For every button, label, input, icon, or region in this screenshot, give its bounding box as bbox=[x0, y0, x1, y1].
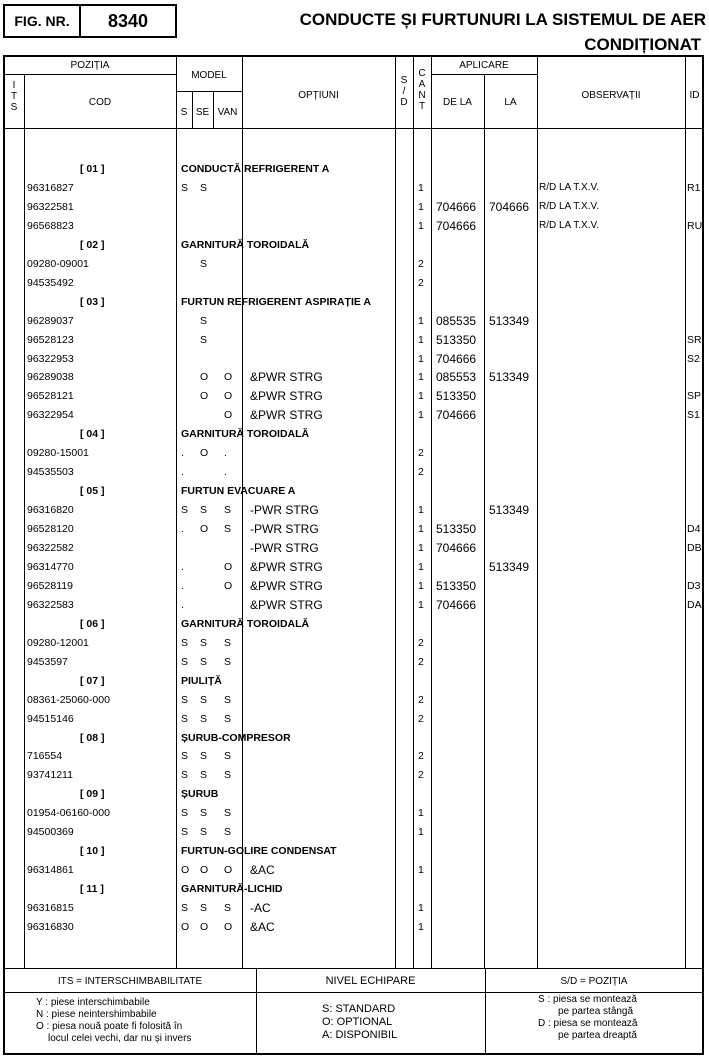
model-s-value: O bbox=[181, 921, 190, 933]
model-s-value: S bbox=[181, 902, 189, 915]
col-line-cant bbox=[431, 56, 432, 968]
model-se-value: S bbox=[200, 636, 208, 649]
from-value: 704666 bbox=[436, 351, 477, 366]
quantity-value: 1 bbox=[418, 864, 424, 877]
model-s-value: S bbox=[181, 693, 189, 706]
section-title: ȘURUB-COMPRESOR bbox=[181, 731, 291, 744]
part-code: 94515146 bbox=[27, 712, 74, 725]
header-sd: S / D bbox=[400, 75, 408, 108]
to-value: 704666 bbox=[489, 199, 530, 214]
model-s-value: S bbox=[181, 504, 189, 517]
model-se-value: S bbox=[200, 750, 208, 763]
to-value: 513349 bbox=[489, 313, 530, 328]
part-code: 9453597 bbox=[27, 655, 68, 668]
section-position: [ 04 ] bbox=[80, 428, 105, 441]
legend-sd-s1: S : piesa se montează bbox=[538, 994, 637, 1005]
model-s-value: . bbox=[181, 447, 184, 460]
model-s-value: S bbox=[181, 712, 189, 725]
quantity-value: 1 bbox=[418, 921, 424, 933]
model-s-value: . bbox=[181, 579, 184, 592]
model-se-value: O bbox=[200, 447, 209, 460]
part-code: 09280-15001 bbox=[27, 447, 89, 460]
header-model: MODEL bbox=[191, 70, 227, 81]
id-value: SR bbox=[687, 333, 702, 346]
from-value: 085535 bbox=[436, 313, 477, 328]
section-position: [ 07 ] bbox=[80, 674, 105, 687]
model-se-value: S bbox=[200, 712, 208, 725]
model-s-value: S bbox=[181, 655, 189, 668]
quantity-value: 1 bbox=[418, 542, 424, 554]
part-code: 96316827 bbox=[27, 181, 74, 194]
part-code: 96528123 bbox=[27, 333, 74, 346]
page-title-line1: CONDUCTE ȘI FURTUNURI LA SISTEMUL DE AER bbox=[299, 10, 706, 29]
legend-sd-title: S/D = POZIȚIA bbox=[560, 976, 628, 987]
model-van-value: . bbox=[224, 447, 227, 460]
col-line-sd bbox=[413, 56, 414, 968]
header-model-van: VAN bbox=[217, 107, 238, 118]
header-de-la: DE LA bbox=[443, 97, 472, 108]
quantity-value: 1 bbox=[418, 902, 424, 915]
id-value: S2 bbox=[687, 352, 700, 365]
fig-number: 8340 bbox=[81, 4, 177, 38]
quantity-value: 2 bbox=[418, 750, 424, 763]
quantity-value: 1 bbox=[418, 352, 424, 365]
header-cant: C A N T bbox=[418, 68, 426, 112]
model-se-value: S bbox=[200, 769, 208, 782]
option-value: -AC bbox=[250, 901, 271, 916]
model-se-value: O bbox=[200, 390, 209, 403]
legend-sd-d1: D : piesa se montează bbox=[538, 1018, 638, 1029]
col-line-model bbox=[242, 56, 243, 968]
quantity-value: 1 bbox=[418, 314, 424, 327]
quantity-value: 1 bbox=[418, 807, 424, 820]
quantity-value: 1 bbox=[418, 579, 424, 592]
section-title: FURTUN-GOLIRE CONDENSAT bbox=[181, 845, 337, 858]
quantity-value: 2 bbox=[418, 693, 424, 706]
legend-its-o1: O : piesa nouă poate fi folosită în bbox=[36, 1021, 183, 1032]
quantity-value: 1 bbox=[418, 598, 424, 611]
from-value: 704666 bbox=[436, 541, 477, 555]
part-code: 96322582 bbox=[27, 542, 74, 554]
quantity-value: 2 bbox=[418, 276, 424, 289]
model-se-value: O bbox=[200, 523, 209, 536]
model-van-value: O bbox=[224, 921, 233, 933]
part-code: 09280-09001 bbox=[27, 257, 89, 270]
part-code: 96316815 bbox=[27, 902, 74, 915]
model-van-value: S bbox=[224, 636, 232, 649]
id-value: DA bbox=[687, 598, 702, 611]
model-van-value: O bbox=[224, 390, 233, 403]
part-code: 96316820 bbox=[27, 504, 74, 517]
model-van-value: O bbox=[224, 579, 233, 592]
id-value: RU bbox=[687, 219, 703, 232]
to-value: 513349 bbox=[489, 559, 530, 574]
from-value: 085553 bbox=[436, 370, 477, 385]
section-title: GARNITURĂ-LICHID bbox=[181, 883, 283, 896]
model-van-value: S bbox=[224, 523, 232, 536]
observation-value: R/D LA T.X.V. bbox=[539, 181, 600, 193]
model-s-value: S bbox=[181, 807, 189, 820]
from-value: 704666 bbox=[436, 597, 477, 612]
legend-its-title: ITS = INTERSCHIMBABILITATE bbox=[57, 976, 203, 987]
quantity-value: 1 bbox=[418, 504, 424, 517]
part-code: 94500369 bbox=[27, 826, 74, 839]
part-code: 96289038 bbox=[27, 371, 74, 384]
quantity-value: 2 bbox=[418, 447, 424, 460]
section-position: [ 08 ] bbox=[80, 731, 105, 744]
header-divider-model bbox=[176, 91, 242, 92]
model-van-value: S bbox=[224, 712, 232, 725]
legend-its-n: N : piese neintershimbabile bbox=[36, 1009, 157, 1020]
from-value: 704666 bbox=[436, 218, 477, 233]
part-code: 96314861 bbox=[27, 864, 74, 877]
id-value: D3 bbox=[687, 579, 701, 592]
legend-nivel-a: A: DISPONIBIL bbox=[322, 1029, 398, 1041]
col-line-cod bbox=[176, 56, 177, 968]
part-code: 01954-06160-000 bbox=[27, 807, 110, 820]
legend-its-y: Y : piese interschimbabile bbox=[36, 997, 150, 1008]
from-value: 704666 bbox=[436, 408, 477, 423]
model-van-value: S bbox=[224, 504, 232, 517]
model-se-value: S bbox=[200, 181, 208, 194]
table-bottom-line bbox=[4, 968, 703, 969]
page-title-line2: CONDIȚIONAT bbox=[584, 35, 701, 54]
section-title: CONDUCTĂ REFRIGERENT A bbox=[181, 163, 330, 175]
quantity-value: 1 bbox=[418, 371, 424, 384]
option-value: -PWR STRG bbox=[250, 541, 319, 555]
model-se-value: S bbox=[200, 693, 208, 706]
option-value: &PWR STRG bbox=[250, 408, 323, 423]
option-value: &AC bbox=[250, 920, 275, 934]
part-code: 09280-12001 bbox=[27, 636, 89, 649]
model-se-value: O bbox=[200, 864, 209, 877]
model-van-value: S bbox=[224, 902, 232, 915]
model-s-value: . bbox=[181, 560, 184, 573]
col-line-observatii bbox=[685, 56, 686, 968]
part-code: 96322954 bbox=[27, 409, 74, 422]
part-code: 716554 bbox=[27, 750, 63, 763]
model-s-value: S bbox=[181, 826, 189, 839]
part-code: 96528120 bbox=[27, 523, 74, 536]
quantity-value: 2 bbox=[418, 257, 424, 270]
part-code: 96289037 bbox=[27, 314, 74, 327]
section-position: [ 09 ] bbox=[80, 788, 105, 801]
option-value: &PWR STRG bbox=[250, 370, 323, 385]
legend-nivel-o: O: OPTIONAL bbox=[322, 1016, 393, 1028]
model-s-value: S bbox=[181, 636, 189, 649]
quantity-value: 1 bbox=[418, 219, 424, 232]
section-title: FURTUN EVACUARE A bbox=[181, 485, 296, 498]
part-code: 96322581 bbox=[27, 200, 74, 213]
quantity-value: 2 bbox=[418, 636, 424, 649]
header-observatii: OBSERVAȚII bbox=[581, 90, 641, 101]
model-s-value: S bbox=[181, 750, 189, 763]
id-value: SP bbox=[687, 390, 702, 403]
section-title: ȘURUB bbox=[181, 788, 219, 801]
section-position: [ 05 ] bbox=[80, 485, 105, 498]
section-title: FURTUN REFRIGERENT ASPIRAȚIE A bbox=[181, 295, 371, 308]
model-s-value: S bbox=[181, 181, 189, 194]
model-van-value: . bbox=[224, 466, 227, 479]
model-se-value: S bbox=[200, 807, 208, 820]
quantity-value: 1 bbox=[418, 181, 424, 194]
header-pozitia: POZIȚIA bbox=[70, 60, 110, 71]
model-s-value: S bbox=[181, 769, 189, 782]
model-se-value: S bbox=[200, 902, 208, 915]
option-value: &PWR STRG bbox=[250, 597, 323, 612]
model-van-value: S bbox=[224, 769, 232, 782]
header-optiuni: OPȚIUNI bbox=[298, 90, 339, 101]
from-value: 513350 bbox=[436, 389, 477, 404]
option-value: -PWR STRG bbox=[250, 522, 319, 537]
header-la: LA bbox=[504, 97, 517, 108]
header-cod: COD bbox=[88, 97, 112, 108]
legend-sd-s2: pe partea stângă bbox=[558, 1006, 634, 1017]
quantity-value: 1 bbox=[418, 333, 424, 346]
section-title: GARNITURĂ TOROIDALĂ bbox=[181, 617, 310, 630]
header-bottom-line bbox=[4, 128, 703, 129]
header-divider-pozitia bbox=[4, 74, 176, 75]
model-s-value: . bbox=[181, 598, 184, 611]
model-van-value: O bbox=[224, 409, 233, 422]
option-value: &PWR STRG bbox=[250, 389, 323, 404]
header-id: ID bbox=[689, 90, 700, 101]
id-value: S1 bbox=[687, 409, 700, 422]
part-code: 94535503 bbox=[27, 466, 74, 479]
section-position: [ 03 ] bbox=[80, 295, 105, 308]
part-code: 96568823 bbox=[27, 219, 74, 232]
part-code: 08361-25060-000 bbox=[27, 693, 110, 706]
id-value: DB bbox=[687, 542, 702, 554]
part-code: 96528121 bbox=[27, 390, 74, 403]
legend-title-line bbox=[4, 992, 703, 993]
legend-nivel-s: S: STANDARD bbox=[322, 1003, 396, 1015]
quantity-value: 2 bbox=[418, 466, 424, 479]
part-code: 96528119 bbox=[27, 579, 73, 592]
legend-its-o2: locul celei vechi, dar nu și invers bbox=[48, 1033, 192, 1044]
header-its: I T S bbox=[10, 80, 18, 113]
part-code: 96322583 bbox=[27, 598, 74, 611]
header-model-se: SE bbox=[195, 107, 210, 118]
model-van-value: S bbox=[224, 826, 232, 839]
to-value: 513349 bbox=[489, 503, 530, 518]
quantity-value: 2 bbox=[418, 769, 424, 782]
col-line-aplicare bbox=[537, 56, 538, 968]
part-code: 94535492 bbox=[27, 276, 74, 289]
col-line-de-la bbox=[484, 74, 485, 968]
header-aplicare: APLICARE bbox=[459, 60, 509, 71]
observation-value: R/D LA T.X.V. bbox=[539, 200, 600, 212]
model-van-value: O bbox=[224, 371, 233, 384]
model-se-value: O bbox=[200, 921, 209, 933]
model-s-value: O bbox=[181, 864, 190, 877]
part-code: 93741211 bbox=[27, 769, 73, 782]
section-position: [ 01 ] bbox=[80, 163, 105, 175]
model-se-value: S bbox=[200, 257, 208, 270]
legend-sd-d2: pe partea dreaptă bbox=[558, 1030, 637, 1041]
col-line-its bbox=[24, 74, 25, 968]
section-title: GARNITURĂ TOROIDALĂ bbox=[181, 428, 310, 441]
section-position: [ 02 ] bbox=[80, 238, 105, 251]
section-title: GARNITURĂ TOROIDALĂ bbox=[181, 238, 310, 251]
model-se-value: S bbox=[200, 826, 208, 839]
quantity-value: 1 bbox=[418, 523, 424, 536]
id-value: D4 bbox=[687, 523, 701, 536]
quantity-value: 2 bbox=[418, 712, 424, 725]
part-code: 96322953 bbox=[27, 352, 74, 365]
model-van-value: O bbox=[224, 864, 233, 877]
model-se-value: S bbox=[200, 333, 208, 346]
from-value: 704666 bbox=[436, 199, 477, 214]
option-value: &PWR STRG bbox=[250, 578, 323, 593]
model-van-value: S bbox=[224, 693, 232, 706]
from-value: 513350 bbox=[436, 332, 477, 347]
quantity-value: 1 bbox=[418, 390, 424, 403]
option-value: -PWR STRG bbox=[250, 503, 319, 518]
from-value: 513350 bbox=[436, 522, 477, 537]
quantity-value: 1 bbox=[418, 200, 424, 213]
model-se-value: S bbox=[200, 655, 208, 668]
col-line-optiuni bbox=[395, 56, 396, 968]
part-code: 96314770 bbox=[27, 560, 74, 573]
model-se-value: S bbox=[200, 314, 208, 327]
section-position: [ 06 ] bbox=[80, 617, 105, 630]
header-model-s: S bbox=[180, 107, 188, 118]
model-van-value: S bbox=[224, 750, 232, 763]
model-van-value: S bbox=[224, 807, 232, 820]
quantity-value: 1 bbox=[418, 560, 424, 573]
model-se-value: O bbox=[200, 371, 209, 384]
model-van-value: S bbox=[224, 655, 232, 668]
to-value: 513349 bbox=[489, 370, 530, 385]
model-van-value: O bbox=[224, 560, 233, 573]
section-title: PIULIȚĂ bbox=[181, 674, 222, 687]
part-code: 96316830 bbox=[27, 921, 74, 933]
legend-nivel-title: NIVEL ECHIPARE bbox=[325, 975, 416, 987]
id-value: R1 bbox=[687, 181, 701, 194]
from-value: 513350 bbox=[436, 578, 477, 593]
option-value: &AC bbox=[250, 863, 275, 878]
observation-value: R/D LA T.X.V. bbox=[539, 219, 600, 231]
section-position: [ 10 ] bbox=[80, 845, 105, 858]
quantity-value: 1 bbox=[418, 409, 424, 422]
model-se-value: S bbox=[200, 504, 208, 517]
option-value: &PWR STRG bbox=[250, 559, 323, 574]
quantity-value: 1 bbox=[418, 826, 424, 839]
quantity-value: 2 bbox=[418, 655, 424, 668]
model-s-value: . bbox=[181, 466, 184, 479]
model-s-value: . bbox=[181, 523, 184, 536]
fig-label: FIG. NR. bbox=[3, 4, 81, 38]
section-position: [ 11 ] bbox=[80, 883, 104, 896]
